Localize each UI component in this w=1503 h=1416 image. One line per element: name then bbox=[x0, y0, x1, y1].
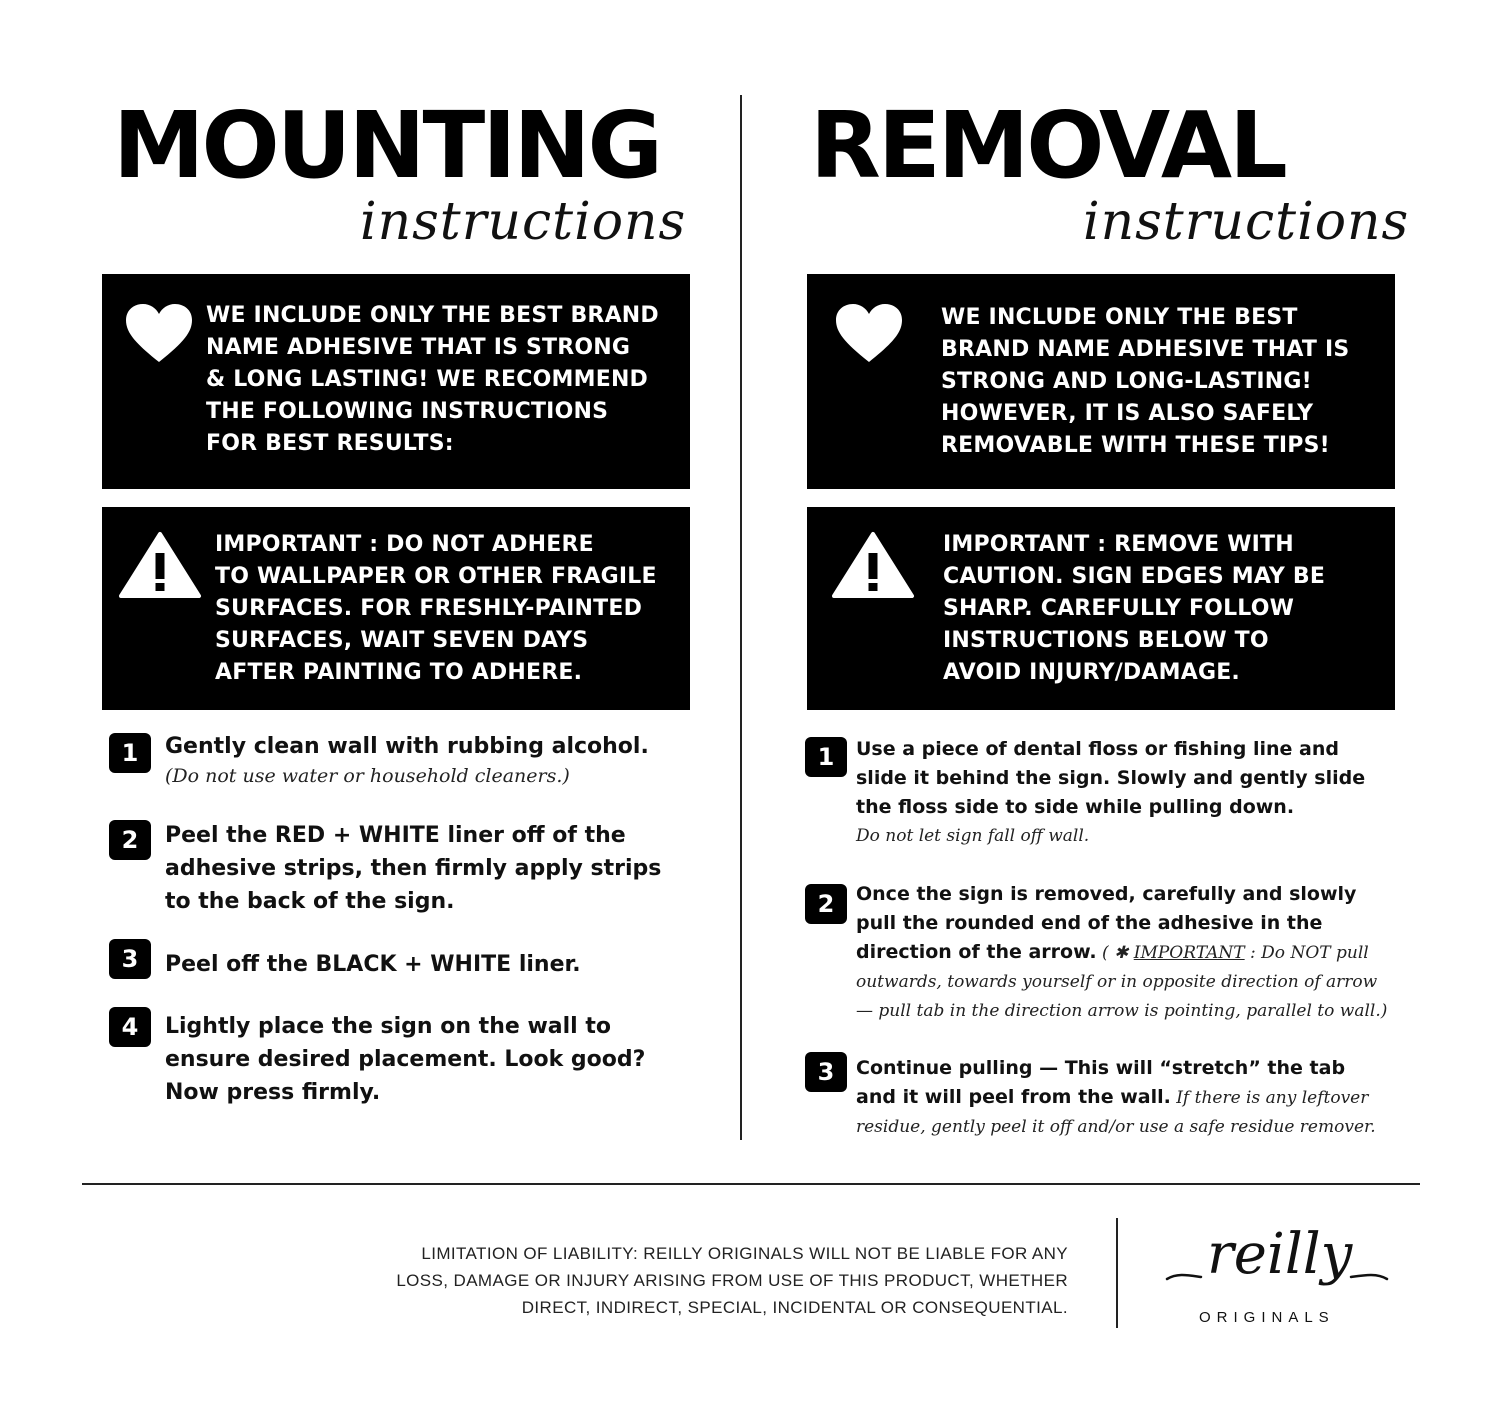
mounting-step-4: Lightly place the sign on the wall to ensure desired placement. Look good? Now press firmly. bbox=[165, 1014, 646, 1105]
footer-divider bbox=[82, 1183, 1420, 1185]
removal-subtitle: instructions bbox=[1083, 192, 1410, 252]
removal-title: REMOVAL bbox=[810, 92, 1285, 199]
removal-step-2: Once the sign is removed, carefully and slowly pull the rounded end of the adhesive in the direction of the arrow. ( ✱ IMPORTANT : Do NOT pull outwards, towards yourself or in opposite direction of arrow — pull tab in the direction arrow is pointing, parallel to wall.) bbox=[856, 880, 1387, 1026]
mounting-step-3: Peel off the BLACK + WHITE liner. bbox=[165, 952, 581, 977]
step-note: residue, gently peel it off and/or use a safe residue remover. bbox=[856, 1117, 1376, 1137]
step-number-badge: 2 bbox=[805, 884, 847, 924]
mounting-intro-text: WE INCLUDE ONLY THE BEST BRAND NAME ADHESIVE THAT IS STRONG & LONG LASTING! WE RECOMMEND THE FOLLOWING INSTRUCTIONS FOR BEST RESULTS: bbox=[206, 303, 659, 456]
warning-icon bbox=[118, 531, 202, 599]
column-divider bbox=[740, 95, 742, 1140]
removal-step-1: Use a piece of dental floss or fishing line and slide it behind the sign. Slowly and gently slide the floss side to side while pulling down. Do not let sign fall off wall. bbox=[856, 735, 1365, 851]
brand-logo bbox=[1165, 1222, 1390, 1330]
heart-icon bbox=[124, 302, 194, 364]
logo-script: reilly bbox=[1207, 1222, 1353, 1287]
removal-step-3: Continue pulling — This will “stretch” the tab and it will peel from the wall. If there is any leftover residue, gently peel it off and/or use a safe residue remover. bbox=[856, 1054, 1376, 1142]
logo-subtext: ORIGINALS bbox=[1199, 1309, 1335, 1326]
mounting-warning-box bbox=[102, 507, 690, 710]
removal-intro-text: WE INCLUDE ONLY THE BEST BRAND NAME ADHESIVE THAT IS STRONG AND LONG-LASTING! HOWEVER, IT IS ALSO SAFELY REMOVABLE WITH THESE TIPS! bbox=[941, 305, 1350, 458]
mounting-intro-box bbox=[102, 274, 690, 489]
step-number-badge: 4 bbox=[109, 1007, 151, 1047]
step-note: outwards, towards yourself or in opposite direction of arrow bbox=[856, 972, 1378, 992]
step-note: (Do not use water or household cleaners.) bbox=[165, 765, 570, 787]
step-number-badge: 3 bbox=[109, 939, 151, 979]
mounting-step-2: Peel the RED + WHITE liner off of the adhesive strips, then firmly apply strips to the back of the sign. bbox=[165, 823, 662, 914]
removal-warning-text: IMPORTANT : REMOVE WITH CAUTION. SIGN EDGES MAY BE SHARP. CAREFULLY FOLLOW INSTRUCTIONS BELOW TO AVOID INJURY/DAMAGE. bbox=[943, 532, 1326, 685]
warning-icon bbox=[831, 531, 915, 599]
step-number-badge: 1 bbox=[109, 733, 151, 773]
removal-warning-box bbox=[807, 507, 1395, 710]
step-number-badge: 2 bbox=[109, 820, 151, 860]
step-number-badge: 3 bbox=[805, 1052, 847, 1092]
step-number-badge: 1 bbox=[805, 737, 847, 777]
removal-intro-box bbox=[807, 274, 1395, 489]
mounting-title: MOUNTING bbox=[113, 92, 660, 199]
mounting-step-1: Gently clean wall with rubbing alcohol. (Do not use water or household cleaners.) bbox=[165, 734, 649, 787]
mounting-subtitle: instructions bbox=[360, 192, 687, 252]
step-note: Do not let sign fall off wall. bbox=[856, 826, 1090, 846]
step-note: — pull tab in the direction arrow is pointing, parallel to wall.) bbox=[856, 1001, 1388, 1021]
heart-icon bbox=[834, 302, 904, 364]
mounting-warning-text: IMPORTANT : DO NOT ADHERE TO WALLPAPER OR OTHER FRAGILE SURFACES. FOR FRESHLY-PAINTED SURFACES, WAIT SEVEN DAYS AFTER PAINTING TO ADHERE. bbox=[215, 532, 657, 685]
footer-vertical-divider bbox=[1116, 1218, 1118, 1328]
liability-notice: LIMITATION OF LIABILITY: REILLY ORIGINALS WILL NOT BE LIABLE FOR ANY LOSS, DAMAGE OR INJURY ARISING FROM USE OF THIS PRODUCT, WHETHER DIRECT, INDIRECT, SPECIAL, INCIDENTAL OR CONSEQUENTIAL. bbox=[396, 1244, 1068, 1317]
